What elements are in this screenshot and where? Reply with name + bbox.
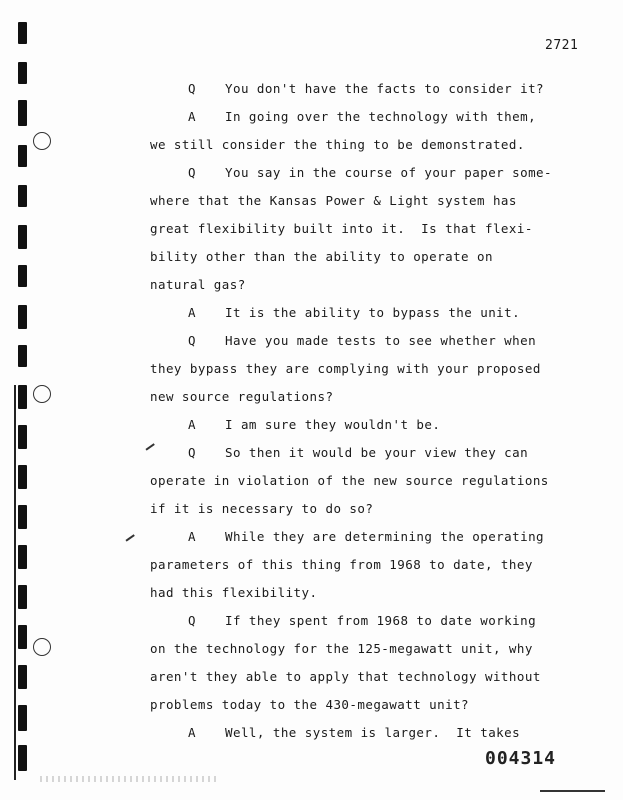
line-text: on the technology for the 125-megawatt unit, why bbox=[150, 641, 533, 656]
line-text: You don't have the facts to consider it? bbox=[225, 81, 545, 96]
transcript-line bbox=[150, 500, 570, 528]
transcript-line bbox=[150, 416, 570, 444]
speaker-marker: Q bbox=[188, 81, 196, 96]
transcript-line bbox=[150, 220, 570, 248]
transcript-line bbox=[150, 304, 570, 332]
speaker-marker: A bbox=[188, 109, 196, 124]
line-text: In going over the technology with them, bbox=[225, 109, 537, 124]
speaker-marker: A bbox=[188, 417, 196, 432]
line-text: You say in the course of your paper some- bbox=[225, 165, 553, 180]
transcript-line bbox=[150, 360, 570, 388]
binding-mark bbox=[18, 505, 27, 529]
binding-mark bbox=[18, 305, 27, 329]
binding-mark bbox=[18, 100, 27, 126]
binding-mark bbox=[18, 705, 27, 731]
transcript-line bbox=[150, 472, 570, 500]
line-text: natural gas? bbox=[150, 277, 246, 292]
transcript-line bbox=[150, 332, 570, 360]
binding-mark bbox=[18, 425, 27, 449]
page-number: 2721 bbox=[545, 38, 579, 53]
punch-hole bbox=[33, 385, 51, 403]
transcript-line bbox=[150, 444, 570, 472]
speaker-marker: Q bbox=[188, 333, 196, 348]
transcript-line bbox=[150, 388, 570, 416]
binding-mark bbox=[18, 585, 27, 609]
line-text: if it is necessary to do so? bbox=[150, 501, 374, 516]
binding-mark bbox=[18, 22, 27, 44]
line-text: problems today to the 430-megawatt unit? bbox=[150, 697, 470, 712]
binding-mark bbox=[18, 745, 27, 771]
line-text: I am sure they wouldn't be. bbox=[225, 417, 441, 432]
line-text: aren't they able to apply that technology without bbox=[150, 669, 541, 684]
line-text: If they spent from 1968 to date working bbox=[225, 613, 537, 628]
line-text: bility other than the ability to operate on bbox=[150, 249, 493, 264]
line-text: It is the ability to bypass the unit. bbox=[225, 305, 521, 320]
punch-hole bbox=[33, 132, 51, 150]
margin-tick bbox=[125, 534, 134, 541]
transcript-line bbox=[150, 192, 570, 220]
speaker-marker: Q bbox=[188, 445, 196, 460]
binding-mark bbox=[18, 62, 27, 84]
transcript-line bbox=[150, 640, 570, 668]
speaker-marker: A bbox=[188, 725, 196, 740]
transcript-line bbox=[150, 696, 570, 724]
binding-mark bbox=[18, 385, 27, 409]
scan-noise bbox=[40, 776, 220, 782]
binding-mark bbox=[18, 465, 27, 489]
binding-mark bbox=[18, 185, 27, 207]
binding-line bbox=[14, 385, 16, 780]
line-text: they bypass they are complying with your proposed bbox=[150, 361, 541, 376]
transcript-line bbox=[150, 248, 570, 276]
line-text: Have you made tests to see whether when bbox=[225, 333, 537, 348]
line-text: parameters of this thing from 1968 to date, they bbox=[150, 557, 533, 572]
speaker-marker: Q bbox=[188, 613, 196, 628]
bottom-rule bbox=[540, 790, 605, 792]
transcript-line bbox=[150, 108, 570, 136]
speaker-marker: Q bbox=[188, 165, 196, 180]
line-text: new source regulations? bbox=[150, 389, 334, 404]
bates-number: 004314 bbox=[485, 748, 557, 769]
line-text: we still consider the thing to be demonstrated. bbox=[150, 137, 525, 152]
line-text: While they are determining the operating bbox=[225, 529, 545, 544]
transcript-line bbox=[150, 612, 570, 640]
transcript-line bbox=[150, 164, 570, 192]
binding-mark bbox=[18, 545, 27, 569]
binding-mark bbox=[18, 625, 27, 649]
line-text: Well, the system is larger. It takes bbox=[225, 725, 521, 740]
transcript-line bbox=[150, 276, 570, 304]
transcript-line bbox=[150, 136, 570, 164]
punch-hole bbox=[33, 638, 51, 656]
speaker-marker: A bbox=[188, 529, 196, 544]
line-text: So then it would be your view they can bbox=[225, 445, 529, 460]
line-text: where that the Kansas Power & Light system has bbox=[150, 193, 517, 208]
transcript-line bbox=[150, 528, 570, 556]
binding-strip bbox=[0, 0, 40, 800]
binding-mark bbox=[18, 145, 27, 167]
speaker-marker: A bbox=[188, 305, 196, 320]
binding-mark bbox=[18, 665, 27, 689]
transcript-body bbox=[150, 80, 570, 752]
line-text: had this flexibility. bbox=[150, 585, 318, 600]
line-text: operate in violation of the new source regulations bbox=[150, 473, 549, 488]
transcript-line bbox=[150, 556, 570, 584]
transcript-line bbox=[150, 584, 570, 612]
binding-mark bbox=[18, 265, 27, 287]
transcript-line bbox=[150, 668, 570, 696]
binding-mark bbox=[18, 225, 27, 249]
line-text: great flexibility built into it. Is that flexi- bbox=[150, 221, 533, 236]
transcript-line bbox=[150, 80, 570, 108]
binding-mark bbox=[18, 345, 27, 367]
